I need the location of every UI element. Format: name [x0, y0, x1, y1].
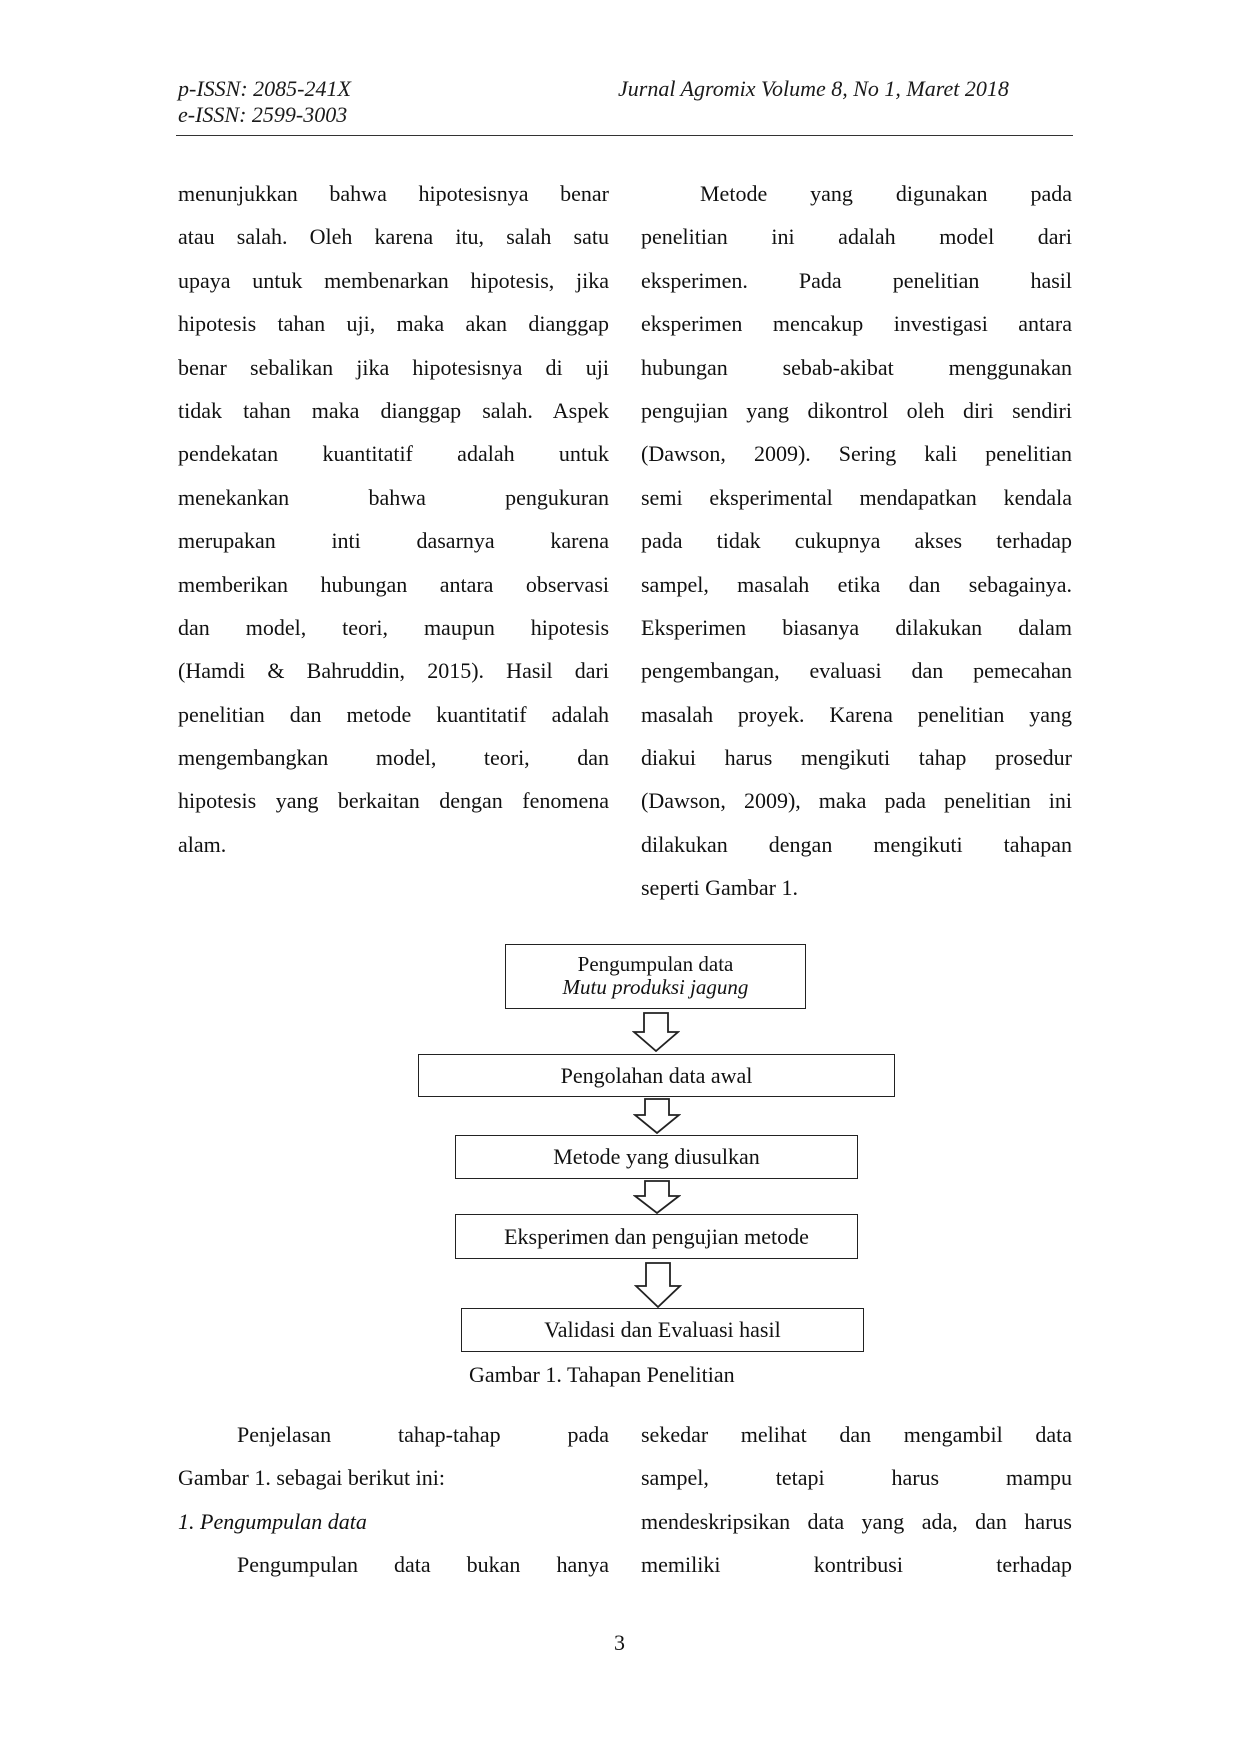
text-line: sampel, masalah etika dan sebagainya. — [641, 571, 1072, 597]
page-number: 3 — [614, 1630, 625, 1655]
issn-electronic: e-ISSN: 2599-3003 — [178, 102, 348, 127]
journal-title: Jurnal Agromix Volume 8, No 1, Maret 2018 — [618, 76, 1009, 101]
down-arrow-icon — [634, 1262, 682, 1308]
text-line: pendekatan kuantitatif adalah untuk — [178, 441, 609, 467]
flowchart-box-proposed-method: Metode yang diusulkan — [455, 1135, 858, 1179]
text-line: mengembangkan model, teori, dan — [178, 745, 609, 771]
figure-caption: Gambar 1. Tahapan Penelitian — [469, 1362, 735, 1387]
top-right-column — [641, 172, 1072, 910]
down-arrow-icon — [633, 1180, 681, 1214]
text-line: sekedar melihat dan mengambil data — [641, 1422, 1072, 1447]
text-line: merupakan inti dasarnya karena — [178, 528, 609, 554]
text-line: seperti Gambar 1. — [641, 875, 798, 901]
top-left-column — [178, 172, 609, 866]
issn-print: p-ISSN: 2085-241X — [178, 76, 351, 101]
down-arrow-icon — [632, 1012, 680, 1052]
issn-block — [178, 76, 351, 128]
text-line: menunjukkan bahwa hipotesisnya benar — [178, 181, 609, 206]
text-line: upaya untuk membenarkan hipotesis, jika — [178, 267, 609, 293]
text-line: benar sebalikan jika hipotesisnya di uji — [178, 354, 609, 380]
text-line: tidak tahan maka dianggap salah. Aspek — [178, 397, 609, 423]
down-arrow-icon — [633, 1098, 681, 1134]
header-rule — [176, 135, 1073, 136]
flowchart-box-experiment: Eksperimen dan pengujian metode — [455, 1214, 858, 1259]
text-line: Pengumpulan data bukan hanya — [237, 1552, 609, 1578]
text-line: pengembangan, evaluasi dan pemecahan — [641, 658, 1072, 684]
text-line: hipotesis tahan uji, maka akan dianggap — [178, 311, 609, 337]
text-line: sampel, tetapi harus mampu — [641, 1465, 1072, 1491]
text-line: alam. — [178, 831, 227, 857]
text-line: (Dawson, 2009), maka pada penelitian ini — [641, 788, 1072, 814]
text-line: masalah proyek. Karena penelitian yang — [641, 701, 1072, 727]
text-line: Gambar 1. sebagai berikut ini: — [178, 1465, 445, 1491]
text-line: memiliki kontribusi terhadap — [641, 1552, 1072, 1578]
text-line: eksperimen. Pada penelitian hasil — [641, 267, 1072, 293]
text-line: eksperimen mencakup investigasi antara — [641, 311, 1072, 337]
text-line: memberikan hubungan antara observasi — [178, 571, 609, 597]
text-line: mendeskripsikan data yang ada, dan harus — [641, 1508, 1072, 1534]
section-heading: 1. Pengumpulan data — [178, 1508, 367, 1534]
text-line: (Dawson, 2009). Sering kali penelitian — [641, 441, 1072, 467]
text-line: atau salah. Oleh karena itu, salah satu — [178, 224, 609, 250]
text-line: penelitian ini adalah model dari — [641, 224, 1072, 250]
text-line: hubungan sebab-akibat menggunakan — [641, 354, 1072, 380]
text-line: pengujian yang dikontrol oleh diri sendiri — [641, 397, 1072, 423]
text-line: Metode yang digunakan pada — [700, 181, 1072, 206]
text-line: (Hamdi & Bahruddin, 2015). Hasil dari — [178, 658, 609, 684]
bottom-right-column — [641, 1413, 1072, 1587]
text-line: dilakukan dengan mengikuti tahapan — [641, 831, 1072, 857]
text-line: Penjelasan tahap-tahap pada — [237, 1422, 609, 1447]
text-line: semi eksperimental mendapatkan kendala — [641, 484, 1072, 510]
bottom-left-column — [178, 1413, 609, 1587]
flowchart-box-validation: Validasi dan Evaluasi hasil — [461, 1308, 864, 1352]
text-line: Eksperimen biasanya dilakukan dalam — [641, 614, 1072, 640]
box-subtitle: Mutu produksi jagung — [562, 975, 749, 999]
box-title: Pengumpulan data — [577, 952, 734, 976]
text-line: dan model, teori, maupun hipotesis — [178, 614, 609, 640]
text-line: penelitian dan metode kuantitatif adalah — [178, 701, 609, 727]
text-line: pada tidak cukupnya akses terhadap — [641, 528, 1072, 554]
text-line: diakui harus mengikuti tahap prosedur — [641, 745, 1072, 771]
flowchart-box-preprocessing: Pengolahan data awal — [418, 1054, 895, 1097]
flowchart-box-data-collection — [505, 944, 806, 1009]
text-line: menekankan bahwa pengukuran — [178, 484, 609, 510]
text-line: hipotesis yang berkaitan dengan fenomena — [178, 788, 609, 814]
